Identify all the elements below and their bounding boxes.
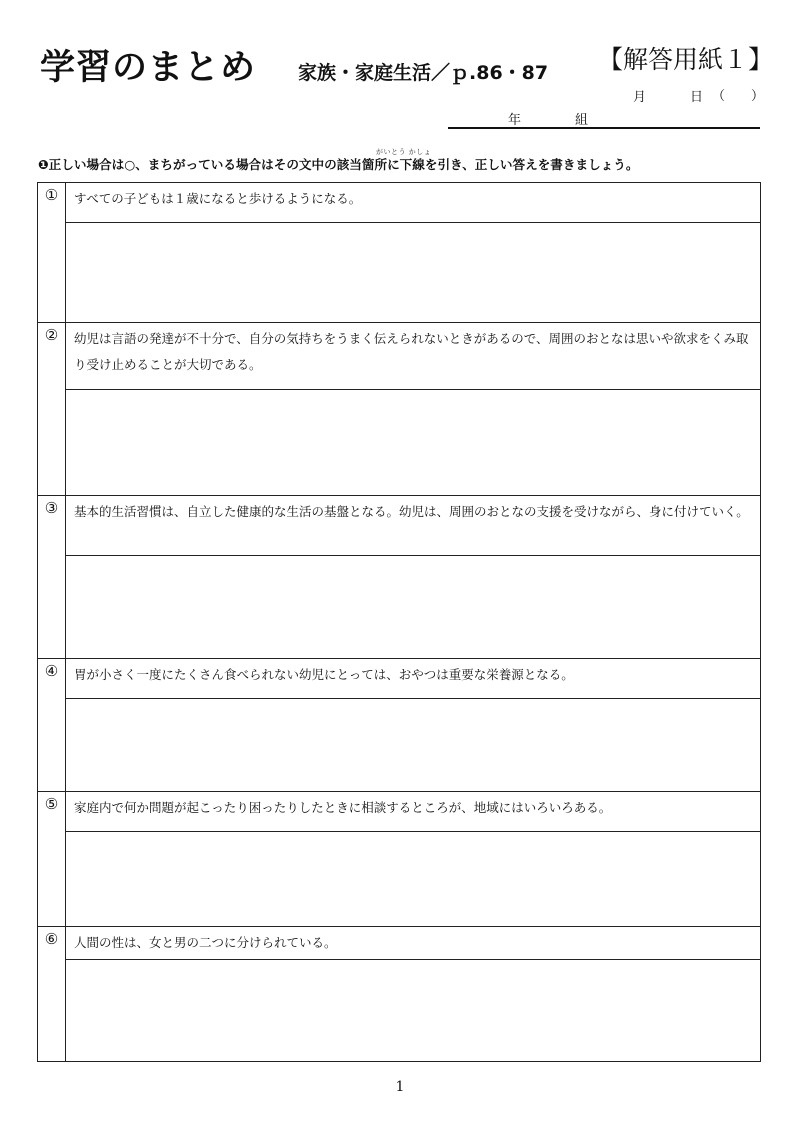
answer-row — [38, 556, 761, 659]
answer-sheet-label: 【解答用紙１】 — [598, 45, 774, 74]
question-number-cell — [38, 792, 66, 927]
ruby-annotation: がいとう かしょ — [376, 148, 432, 156]
question-number-cell — [38, 496, 66, 659]
question-text: 幼児は言語の発達が不十分で、自分の気持ちをうまく伝えられないときがあるので、周囲のおとなは思いや欲求をくみ取り受け止めることが大切である。 — [66, 323, 761, 390]
answer-table — [37, 182, 761, 1062]
date-day-label: 日 — [690, 90, 704, 105]
answer-box[interactable] — [66, 390, 761, 496]
class-year-label: 年 — [508, 113, 522, 128]
page-title: 学習のまとめ — [40, 48, 257, 88]
answer-box[interactable] — [66, 960, 761, 1062]
weekday-paren: （ ） — [712, 89, 765, 104]
page-number: 1 — [395, 1079, 405, 1095]
question-number-cell — [38, 323, 66, 496]
question-row — [38, 183, 761, 223]
answer-box[interactable] — [66, 556, 761, 659]
question-number: ⑥ — [44, 930, 59, 948]
date-month-label: 月 — [633, 90, 647, 105]
answer-row — [38, 832, 761, 927]
question-row — [38, 323, 761, 390]
question-number: ④ — [44, 662, 59, 680]
question-number: ③ — [44, 499, 59, 517]
answer-row — [38, 223, 761, 323]
answer-row — [38, 699, 761, 792]
question-row — [38, 496, 761, 556]
class-group-label: 組 — [575, 113, 589, 128]
subject-heading: 家族・家庭生活／ｐ.86・87 — [298, 62, 549, 84]
question-text: 家庭内で何か問題が起こったり困ったりしたときに相談するところが、地域にはいろいろある。 — [66, 792, 761, 832]
question-number: ② — [44, 326, 59, 344]
question-text: 基本的生活習慣は、自立した健康的な生活の基盤となる。幼児は、周囲のおとなの支援を受けながら、身に付けていく。 — [66, 496, 761, 556]
question-text: すべての子どもは１歳になると歩けるようになる。 — [66, 183, 761, 223]
question-number-cell — [38, 659, 66, 792]
answer-box[interactable] — [66, 699, 761, 792]
question-row — [38, 927, 761, 960]
question-number: ① — [44, 186, 59, 204]
question-row — [38, 659, 761, 699]
question-number-cell — [38, 183, 66, 323]
name-underline[interactable] — [448, 127, 760, 129]
question-number: ⑤ — [44, 795, 59, 813]
answer-box[interactable] — [66, 223, 761, 323]
question-text: 胃が小さく一度にたくさん食べられない幼児にとっては、おやつは重要な栄養源となる。 — [66, 659, 761, 699]
question-text: 人間の性は、女と男の二つに分けられている。 — [66, 927, 761, 960]
answer-row — [38, 960, 761, 1062]
question-row — [38, 792, 761, 832]
question-number-cell — [38, 927, 66, 1062]
instruction-text: ❶正しい場合は○、まちがっている場合はその文中の該当箇所に下線を引き、正しい答えを書きましょう。 — [38, 157, 639, 172]
answer-row — [38, 390, 761, 496]
answer-box[interactable] — [66, 832, 761, 927]
